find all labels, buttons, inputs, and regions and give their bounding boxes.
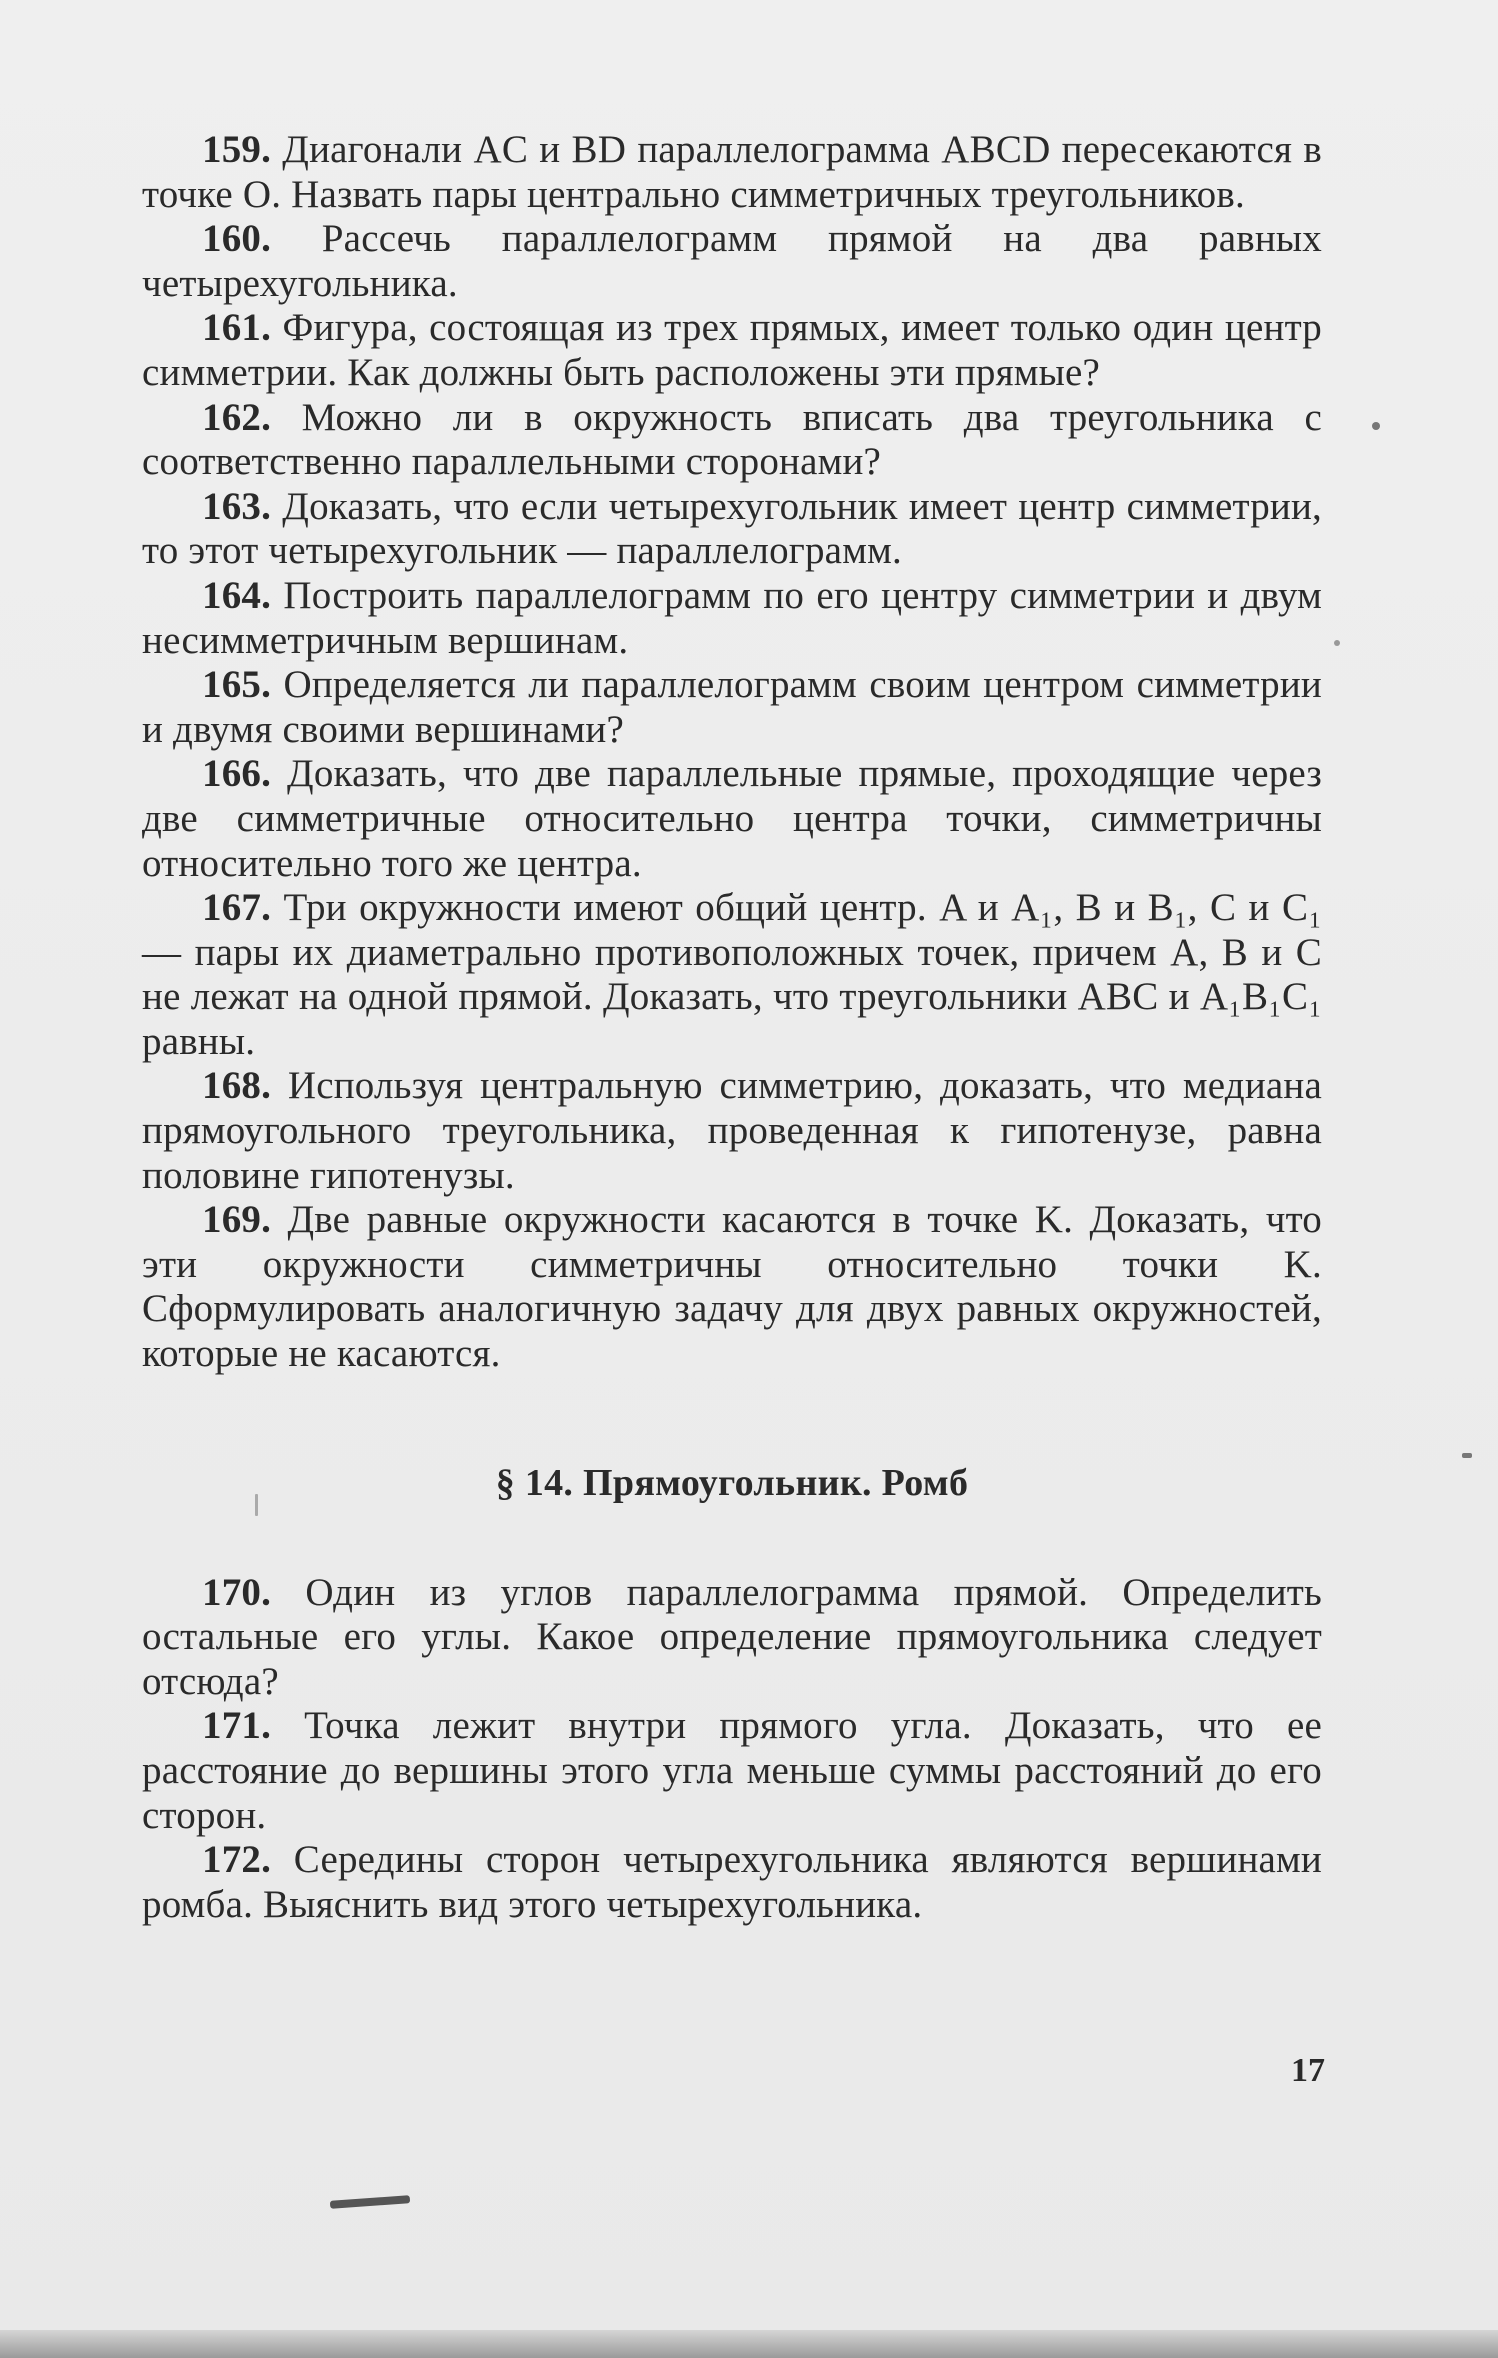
problem-text: Фигура, состоящая из трех прямых, имеет только один центр симметрии. Как должны быть расположены эти прямые? bbox=[142, 306, 1323, 394]
problem-number: 172. bbox=[202, 1838, 272, 1882]
problem-item bbox=[142, 886, 1322, 1064]
problem-item bbox=[142, 1704, 1322, 1838]
problem-text: Диагонали AC и BD параллелограмма ABCD пересекаются в точке O. Назвать пары центрально симметричных треугольников. bbox=[142, 128, 1322, 216]
print-speck bbox=[1372, 422, 1380, 430]
problem-item bbox=[142, 1571, 1322, 1705]
problem-number: 160. bbox=[202, 217, 272, 261]
problem-item bbox=[142, 1198, 1322, 1376]
problem-text: Рассечь параллелограмм прямой на два равных четырехугольника. bbox=[142, 217, 1322, 305]
problem-item bbox=[142, 396, 1322, 485]
problem-number: 167. bbox=[202, 886, 272, 930]
problems-list-bottom bbox=[142, 1571, 1322, 1928]
problem-text: Можно ли в окружность вписать два треугольника с соответственно параллельными сторонами? bbox=[142, 395, 1322, 484]
problem-number: 168. bbox=[202, 1064, 272, 1108]
problem-number: 159. bbox=[202, 128, 272, 171]
problem-text: Доказать, что если четырехугольник имеет центр симметрии, то этот четырехугольник — параллелограмм. bbox=[142, 484, 1322, 573]
problems-list-top bbox=[142, 128, 1322, 1377]
problem-number: 163. bbox=[202, 484, 272, 528]
problem-item bbox=[142, 128, 1322, 217]
problem-item bbox=[142, 1838, 1322, 1927]
problem-text: Две равные окружности касаются в точке K. Доказать, что эти окружности симметричны относительно точки K. Сформулировать аналогичную задачу для двух равных окружностей, которые не касаются. bbox=[142, 1198, 1322, 1376]
problem-item bbox=[142, 306, 1322, 395]
section-heading: § 14. Прямоугольник. Ромб bbox=[495, 1461, 969, 1504]
page-content bbox=[142, 128, 1322, 1927]
problem-item bbox=[142, 752, 1322, 886]
problem-item bbox=[142, 217, 1322, 306]
print-speck bbox=[1334, 640, 1340, 646]
problem-number: 165. bbox=[202, 663, 272, 707]
problem-text: Один из углов параллелограмма прямой. Определить остальные его углы. Какое определение прямоугольника следует отсюда? bbox=[142, 1570, 1322, 1703]
problem-number: 161. bbox=[202, 306, 272, 350]
problem-text: Три окружности имеют общий центр. A и A₁, B и B₁, C и C₁ — пары их диаметрально противоположных точек, причем A, B и C не лежат на одной прямой. Доказать, что треугольники ABC и A₁B₁C₁ равны. bbox=[142, 886, 1323, 1063]
problem-number: 166. bbox=[202, 752, 272, 796]
problem-item bbox=[142, 663, 1322, 752]
problem-text: Определяется ли параллелограмм своим центром симметрии и двумя своими вершинами? bbox=[142, 663, 1322, 751]
problem-text: Построить параллелограмм по его центру симметрии и двум несимметричным вершинам. bbox=[142, 573, 1323, 662]
problem-number: 170. bbox=[202, 1570, 272, 1614]
problem-text: Середины сторон четырехугольника являются вершинами ромба. Выяснить вид этого четырехугольника. bbox=[142, 1838, 1323, 1926]
ink-smudge bbox=[330, 2195, 410, 2209]
print-speck bbox=[255, 1494, 258, 1516]
problem-number: 171. bbox=[202, 1704, 272, 1748]
problem-number: 164. bbox=[202, 573, 272, 617]
problem-text: Используя центральную симметрию, доказать, что медиана прямоугольного треугольника, проведенная к гипотенузе, равна половине гипотенузы. bbox=[142, 1064, 1322, 1197]
problem-text: Точка лежит внутри прямого угла. Доказать, что ее расстояние до вершины этого угла меньше суммы расстояний до его сторон. bbox=[142, 1704, 1322, 1837]
problem-number: 162. bbox=[202, 395, 272, 439]
problem-item bbox=[142, 1064, 1322, 1198]
page-number: 17 bbox=[1291, 2052, 1325, 2089]
page-bottom-edge bbox=[0, 2330, 1498, 2358]
problem-item bbox=[142, 574, 1322, 663]
problem-number: 169. bbox=[202, 1198, 272, 1242]
problem-text: Доказать, что две параллельные прямые, проходящие через две симметричные относительно центра точки, симметричны относительно того же центра. bbox=[142, 752, 1322, 885]
print-speck bbox=[1462, 1453, 1472, 1458]
problem-item bbox=[142, 485, 1322, 574]
